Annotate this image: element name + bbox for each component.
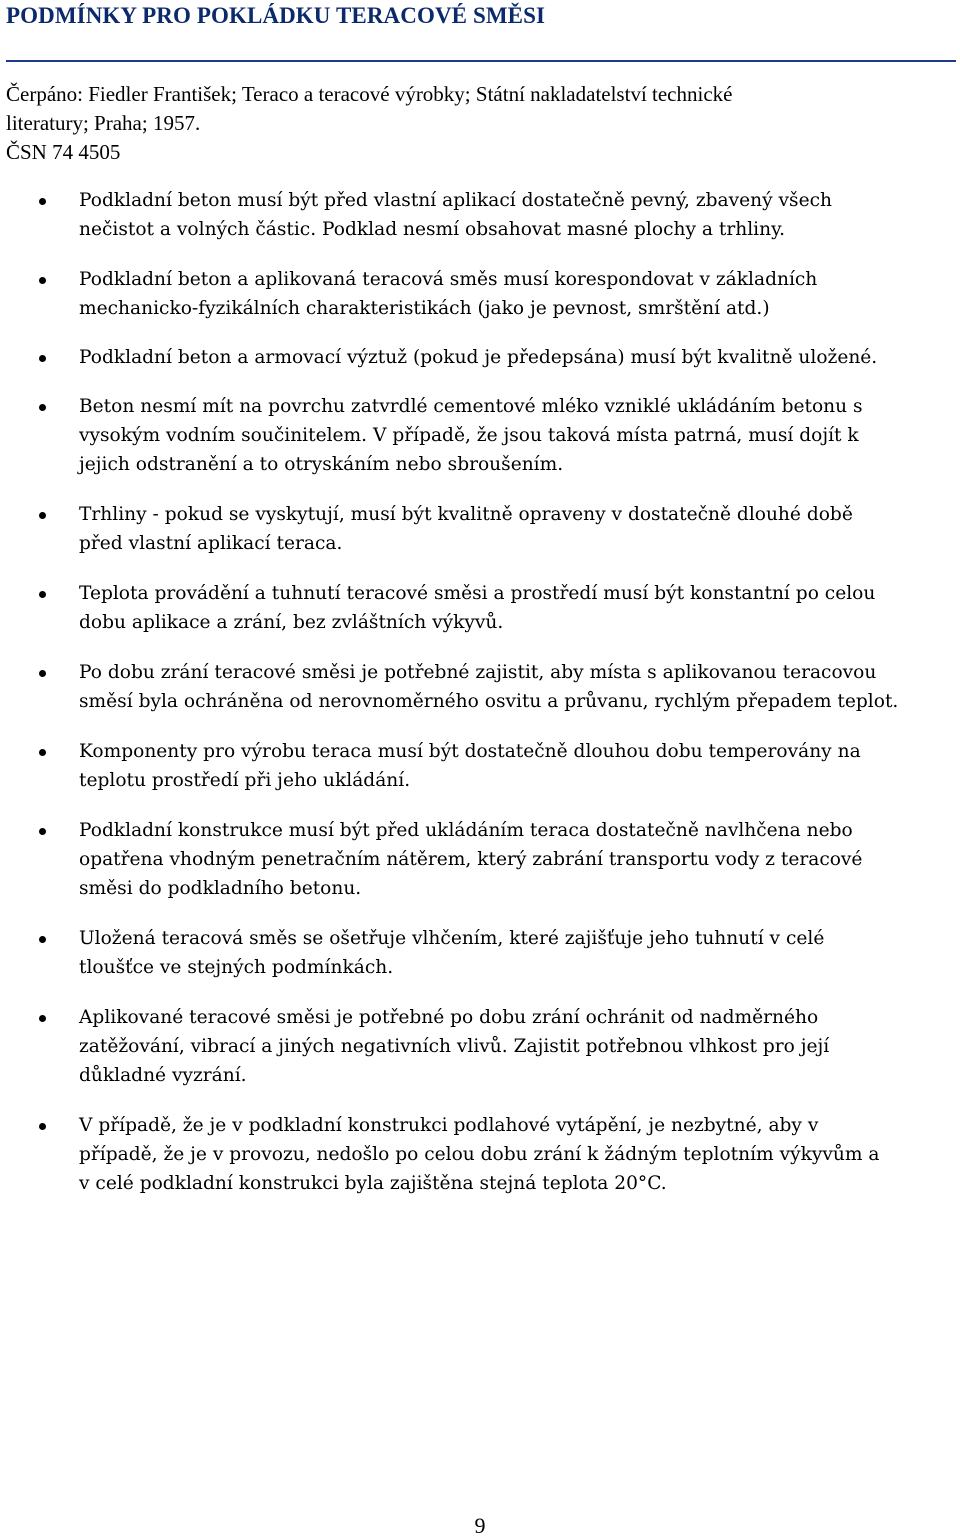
bullet-icon: [39, 1123, 46, 1130]
list-item-line: vysokým vodním součinitelem. V případě, že jsou taková místa patrná, musí dojít k: [79, 425, 859, 446]
list-item: [0, 737, 960, 795]
list-item-line: Po dobu zrání teracové směsi je potřebné zajistit, aby místa s aplikovanou teracovou: [79, 662, 877, 683]
list-item-line: jejich odstranění a to otryskáním nebo sbroušením.: [79, 454, 564, 475]
list-item-line: před vlastní aplikací teraca.: [79, 533, 343, 554]
page-title: PODMÍNKY PRO POKLÁDKU TERACOVÉ SMĚSI: [6, 3, 546, 28]
list-item-line: směsí byla ochráněna od nerovnoměrného osvitu a průvanu, rychlým přepadem teplot.: [79, 691, 899, 712]
list-item-line: teplotu prostředí při jeho ukládání.: [79, 770, 411, 791]
list-item-line: V případě, že je v podkladní konstrukci podlahové vytápění, je nezbytné, aby v: [79, 1115, 819, 1136]
list-item: [0, 186, 960, 244]
bullet-icon: [39, 404, 46, 411]
list-item-line: případě, že je v provozu, nedošlo po celou dobu zrání k žádným teplotním výkyvům a: [79, 1144, 880, 1165]
list-item: [0, 343, 960, 372]
page-number: 9: [474, 1513, 486, 1538]
conditions-list: [0, 186, 960, 1198]
bullet-icon: [39, 936, 46, 943]
list-item-line: směsi do podkladního betonu.: [79, 878, 362, 899]
list-item: [0, 658, 960, 716]
list-item-line: opatřena vhodným penetračním nátěrem, který zabrání transportu vody z teracové: [79, 849, 863, 870]
list-item-line: dobu aplikace a zrání, bez zvláštních výkyvů.: [79, 612, 504, 633]
list-item: [0, 1111, 960, 1198]
list-item: [0, 1003, 960, 1090]
title-underline: [6, 60, 956, 62]
source-line: literatury; Praha; 1957.: [6, 111, 201, 135]
list-item: [0, 924, 960, 982]
list-item-line: Beton nesmí mít na povrchu zatvrdlé cementové mléko vzniklé ukládáním betonu s: [79, 396, 863, 417]
list-item: [0, 265, 960, 323]
bullet-icon: [39, 277, 46, 284]
standard-reference: ČSN 74 4505: [6, 140, 121, 164]
bullet-icon: [39, 198, 46, 205]
bullet-icon: [39, 355, 46, 362]
bullet-icon: [39, 749, 46, 756]
list-item-line: Uložená teracová směs se ošetřuje vlhčením, které zajišťuje jeho tuhnutí v celé: [79, 928, 825, 949]
list-item-line: Trhliny - pokud se vyskytují, musí být kvalitně opraveny v dostatečně dlouhé době: [79, 504, 853, 525]
bullet-icon: [39, 512, 46, 519]
list-item-line: Teplota provádění a tuhnutí teracové směsi a prostředí musí být konstantní po celou: [79, 583, 876, 604]
list-item: [0, 816, 960, 903]
bullet-icon: [39, 828, 46, 835]
list-item-line: Podkladní beton a armovací výztuž (pokud je předepsána) musí být kvalitně uložené.: [79, 347, 878, 368]
list-item-line: Aplikované teracové směsi je potřebné po dobu zrání ochránit od nadměrného: [79, 1007, 819, 1028]
source-line: Čerpáno: Fiedler František; Teraco a teracové výrobky; Státní nakladatelství technické: [6, 82, 733, 106]
bullet-icon: [39, 1015, 46, 1022]
list-item-line: Podkladní beton musí být před vlastní aplikací dostatečně pevný, zbavený všech: [79, 190, 832, 211]
list-item-line: tloušťce ve stejných podmínkách.: [79, 957, 394, 978]
list-item: [0, 500, 960, 558]
list-item: [0, 392, 960, 479]
list-item-line: Podkladní konstrukce musí být před ukládáním teraca dostatečně navlhčena nebo: [79, 820, 853, 841]
list-item-line: důkladné vyzrání.: [79, 1065, 247, 1086]
list-item-line: nečistot a volných částic. Podklad nesmí obsahovat masné plochy a trhliny.: [79, 219, 786, 240]
list-item-line: zatěžování, vibrací a jiných negativních vlivů. Zajistit potřebnou vlhkost pro její: [79, 1036, 830, 1057]
list-item-line: Podkladní beton a aplikovaná teracová směs musí korespondovat v základních: [79, 269, 818, 290]
list-item-line: v celé podkladní konstrukci byla zajištěna stejná teplota 20°C.: [79, 1173, 667, 1194]
list-item: [0, 579, 960, 637]
source-citation: [6, 80, 946, 167]
bullet-icon: [39, 670, 46, 677]
list-item-line: mechanicko-fyzikálních charakteristikách (jako je pevnost, smrštění atd.): [79, 298, 770, 319]
list-item-line: Komponenty pro výrobu teraca musí být dostatečně dlouhou dobu temperovány na: [79, 741, 861, 762]
bullet-icon: [39, 591, 46, 598]
